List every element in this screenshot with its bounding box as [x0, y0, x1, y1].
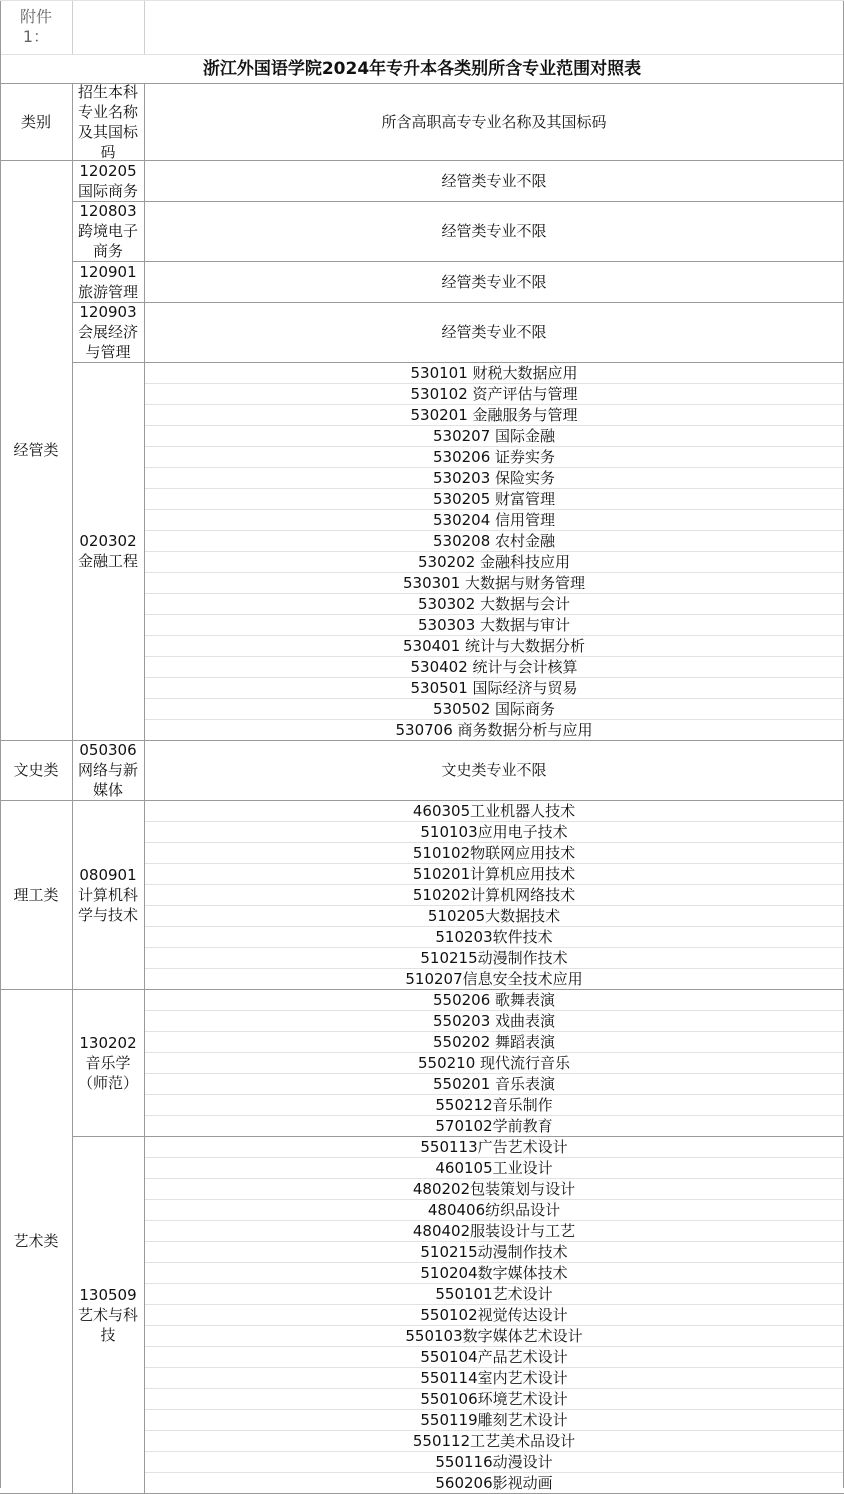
- column-divider: [144, 989, 145, 1136]
- range-item: 550119雕刻艺术设计: [420, 1410, 568, 1429]
- major-name: 020302 金融工程: [77, 532, 138, 570]
- range-item: 550102视觉传达设计: [420, 1305, 568, 1324]
- column-divider: [72, 800, 73, 989]
- range-item: 550116动漫设计: [435, 1452, 553, 1471]
- range-item: 经管类专业不限: [441, 171, 547, 190]
- range-item: 550114室内艺术设计: [420, 1368, 568, 1387]
- major-name: 080901 计算机科 学与技术: [77, 865, 138, 924]
- range-item: 480402服装设计与工艺: [412, 1221, 576, 1240]
- column-divider: [144, 261, 145, 302]
- column-divider: [144, 302, 145, 362]
- range-item: 530204 信用管理: [432, 510, 556, 529]
- category-label: 艺术类: [13, 1232, 59, 1250]
- range-item: 510205大数据技术: [427, 906, 561, 925]
- column-divider: [72, 83, 73, 160]
- range-item: 510202计算机网络技术: [412, 885, 576, 904]
- column-divider: [72, 740, 73, 800]
- category-label: 理工类: [13, 885, 59, 904]
- major-name: 130509 艺术与科 技: [77, 1285, 138, 1344]
- range-item: 530303 大数据与审计: [417, 615, 571, 634]
- range-item: 510204数字媒体技术: [420, 1263, 568, 1282]
- column-divider: [144, 800, 145, 989]
- column-divider: [72, 0, 73, 54]
- range-item: 550103数字媒体艺术设计: [405, 1326, 583, 1345]
- range-item: 530401 统计与大数据分析: [402, 636, 586, 655]
- major-name: 120205 国际商务: [77, 161, 138, 200]
- range-item: 530502 国际商务: [432, 699, 556, 718]
- range-item: 510201计算机应用技术: [412, 864, 576, 883]
- range-item: 530102 资产评估与管理: [410, 384, 578, 403]
- attachment-label: 附件 1：: [19, 7, 52, 46]
- range-item: 文史类专业不限: [441, 761, 547, 779]
- column-divider: [144, 201, 145, 261]
- range-item: 550210 现代流行音乐: [417, 1053, 571, 1072]
- range-item: 510215动漫制作技术: [420, 1242, 568, 1261]
- range-item: 480202包装策划与设计: [412, 1179, 576, 1198]
- major-name: 120803 跨境电子 商务: [77, 202, 138, 260]
- column-divider: [144, 0, 145, 54]
- range-item: 550106环境艺术设计: [420, 1389, 568, 1408]
- row-divider: [0, 0, 844, 1]
- range-item: 经管类专业不限: [441, 323, 547, 341]
- range-item: 510215动漫制作技术: [420, 948, 568, 967]
- header-major: 招生本科 专业名称 及其国标 码: [77, 82, 138, 161]
- range-item: 530301 大数据与财务管理: [402, 573, 586, 592]
- range-item: 530207 国际金融: [432, 426, 556, 445]
- range-item: 530208 农村金融: [432, 531, 556, 550]
- range-item: 550201 音乐表演: [432, 1074, 556, 1093]
- range-item: 530706 商务数据分析与应用: [395, 720, 593, 739]
- column-divider: [72, 989, 73, 1493]
- range-item: 550212音乐制作: [435, 1095, 553, 1114]
- range-item: 530402 统计与会计核算: [410, 657, 578, 676]
- column-divider: [144, 362, 145, 740]
- range-item: 570102学前教育: [435, 1116, 553, 1135]
- column-divider: [144, 83, 145, 160]
- range-item: 550203 戏曲表演: [432, 1011, 556, 1030]
- major-name: 050306 网络与新 媒体: [77, 741, 138, 799]
- range-item: 530206 证券实务: [432, 447, 556, 466]
- range-item: 530202 金融科技应用: [417, 552, 571, 571]
- range-item: 550202 舞蹈表演: [432, 1032, 556, 1051]
- range-item: 530201 金融服务与管理: [410, 405, 578, 424]
- range-item: 530501 国际经济与贸易: [410, 678, 578, 697]
- range-item: 480406纺织品设计: [427, 1200, 561, 1219]
- column-divider: [144, 160, 145, 201]
- category-label: 经管类: [13, 441, 59, 459]
- range-item: 经管类专业不限: [441, 222, 547, 240]
- column-divider: [144, 740, 145, 800]
- column-divider: [144, 1136, 145, 1493]
- range-item: 经管类专业不限: [441, 272, 547, 291]
- range-item: 510103应用电子技术: [420, 822, 568, 841]
- range-item: 510207信息安全技术应用: [405, 969, 583, 988]
- column-divider: [72, 160, 73, 740]
- range-item: 530101 财税大数据应用: [410, 363, 578, 382]
- range-item: 530205 财富管理: [432, 489, 556, 508]
- range-item: 460105工业设计: [435, 1158, 553, 1177]
- column-divider: [0, 0, 1, 1488]
- category-label: 文史类: [13, 761, 59, 779]
- range-item: 550104产品艺术设计: [420, 1347, 568, 1366]
- range-item: 510102物联网应用技术: [412, 843, 576, 862]
- range-item: 560206影视动画: [435, 1473, 553, 1492]
- range-item: 460305工业机器人技术: [412, 801, 576, 820]
- header-range: 所含高职高专专业名称及其国标码: [381, 112, 607, 131]
- page-title: 浙江外国语学院2024年专升本各类别所含专业范围对照表: [202, 58, 642, 79]
- range-item: 530203 保险实务: [432, 468, 556, 487]
- range-item: 550101艺术设计: [435, 1284, 553, 1303]
- major-name: 120901 旅游管理: [77, 262, 138, 301]
- major-name: 130202 音乐学 （师范）: [77, 1033, 138, 1092]
- range-item: 550206 歌舞表演: [432, 990, 556, 1009]
- range-item: 550112工艺美术品设计: [412, 1431, 576, 1450]
- range-item: 510203软件技术: [435, 927, 553, 946]
- header-category: 类别: [20, 112, 51, 131]
- range-item: 530302 大数据与会计: [417, 594, 571, 613]
- major-name: 120903 会展经济 与管理: [77, 303, 138, 361]
- range-item: 550113广告艺术设计: [420, 1137, 568, 1156]
